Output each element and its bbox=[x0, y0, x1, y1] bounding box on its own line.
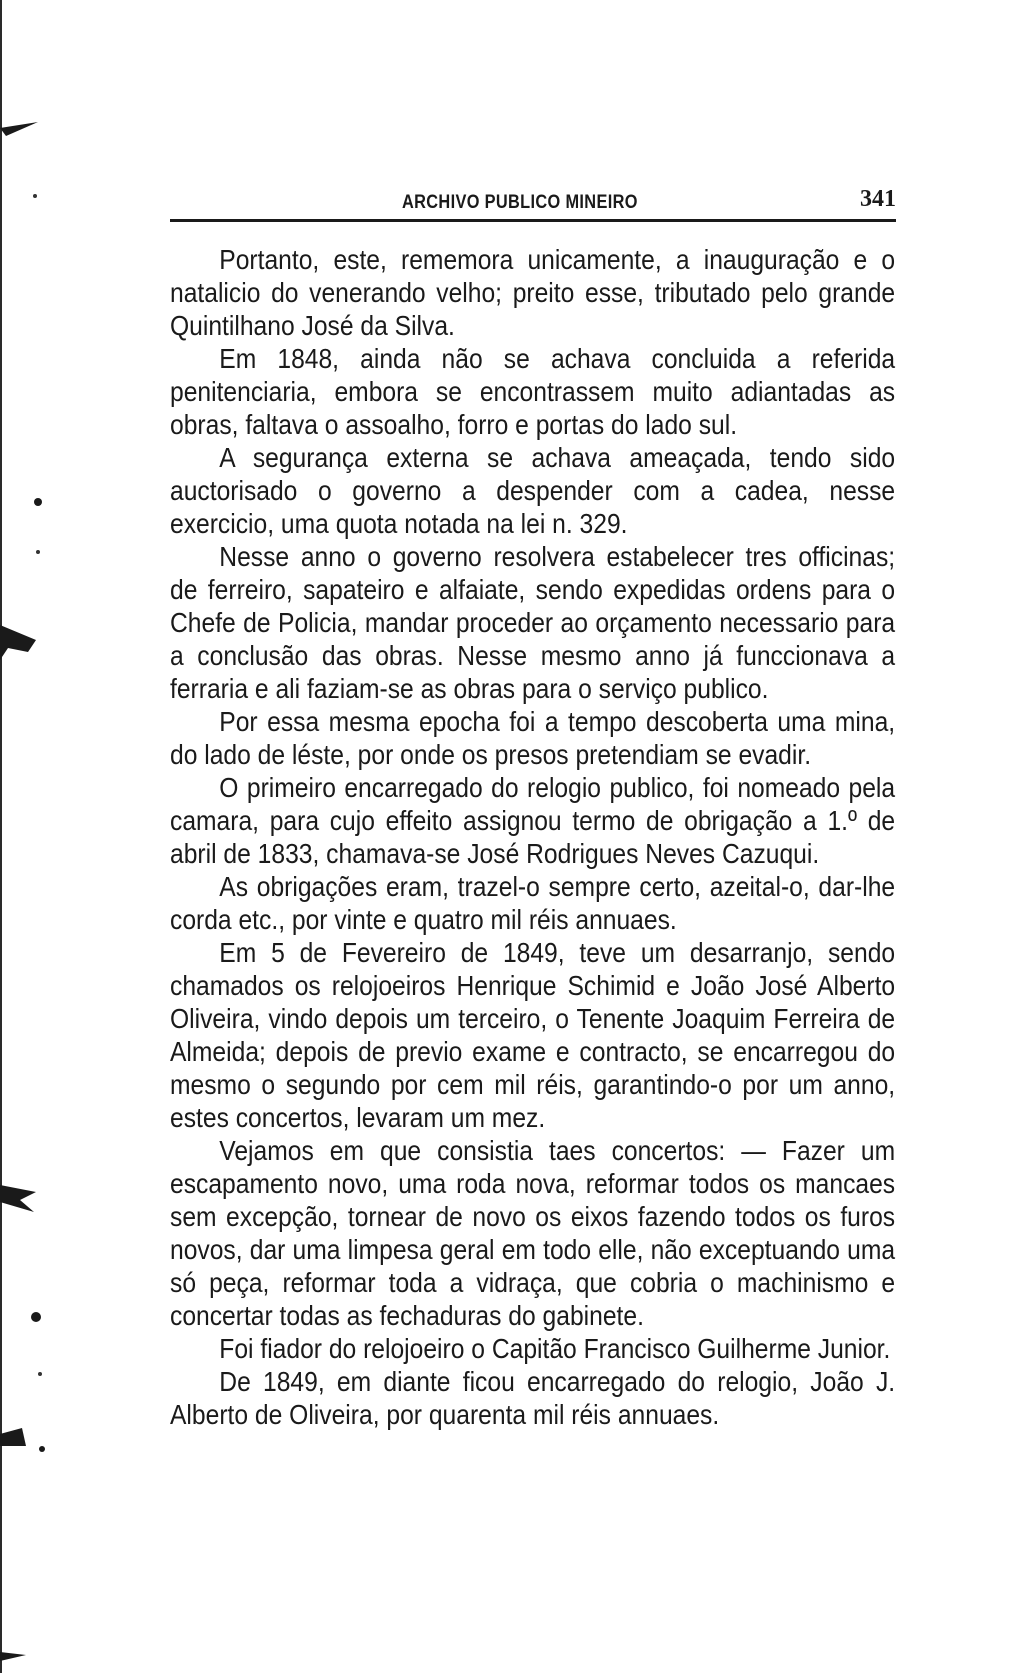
paragraph: Por essa mesma epocha foi a tempo descoberta uma mina, do lado de léste, por onde os presos pretendiam se evadir. bbox=[170, 706, 896, 770]
paragraph: De 1849, em diante ficou encarregado do relogio, João J. Alberto de Oliveira, por quarenta mil réis annuaes. bbox=[170, 1366, 896, 1430]
paragraph: Foi fiador do relojoeiro o Capitão Francisco Guilherme Junior. bbox=[219, 1333, 891, 1364]
paragraph: As obrigações eram, trazel-o sempre certo, azeital-o, dar-lhe corda etc., por vinte e quatro mil réis annuaes. bbox=[170, 871, 896, 935]
paragraph: Em 5 de Fevereiro de 1849, teve um desarranjo, sendo chamados os relojoeiros Henrique Schimid e João José Alberto Oliveira, vindo depois um terceiro, o Tenente Joaquim Ferreira de Almeida; depois de previo exame e contracto, se encarregou do mesmo o segundo por cem mil réis, garantindo-o por um anno, estes concertos, levaram um mez. bbox=[170, 937, 896, 1133]
paragraph: Vejamos em que consistia taes concertos: — Fazer um escapamento novo, uma roda nova, reformar todos os mancaes sem excepção, tornear de novo os eixos fazendo todos os furos novos, dar uma limpesa geral em todo elle, não exceptuando uma só peça, reformar toda a vidraça, que cobria o machinismo e concertar todas as fechaduras do gabinete. bbox=[170, 1135, 896, 1331]
header-rule bbox=[170, 219, 896, 222]
paragraph: O primeiro encarregado do relogio publico, foi nomeado pela camara, para cujo effeito assignou termo de obrigação a 1.º de abril de 1833, chamava-se José Rodrigues Neves Cazuqui. bbox=[170, 772, 896, 869]
paragraph: Nesse anno o governo resolvera estabelecer tres officinas; de ferreiro, sapateiro e alfaiate, sendo expedidas ordens para o Chefe de Policia, mandar proceder ao orçamento necessario para a conclusão das obras. Nesse mesmo anno já funccionava a ferraria e ali faziam-se as obras para o serviço publico. bbox=[170, 541, 896, 704]
paragraph: Portanto, este, rememora unicamente, a inauguração e o natalicio do venerando velho; preito esse, tributado pelo grande Quintilhano José da Silva. bbox=[170, 244, 896, 341]
body-text bbox=[170, 243, 896, 1431]
margin-scan-marks bbox=[0, 0, 60, 1673]
paragraph: Em 1848, ainda não se achava concluida a referida penitenciaria, embora se encontrassem muito adiantadas as obras, faltava o assoalho, forro e portas do lado sul. bbox=[170, 343, 896, 440]
running-header bbox=[170, 182, 900, 222]
paragraph: A segurança externa se achava ameaçada, tendo sido auctorisado o governo a despender com a cadea, nesse exercicio, uma quota notada na lei n. 329. bbox=[170, 442, 896, 539]
page-number: 341 bbox=[860, 186, 896, 212]
running-title: ARCHIVO PUBLICO MINEIRO bbox=[402, 192, 638, 213]
